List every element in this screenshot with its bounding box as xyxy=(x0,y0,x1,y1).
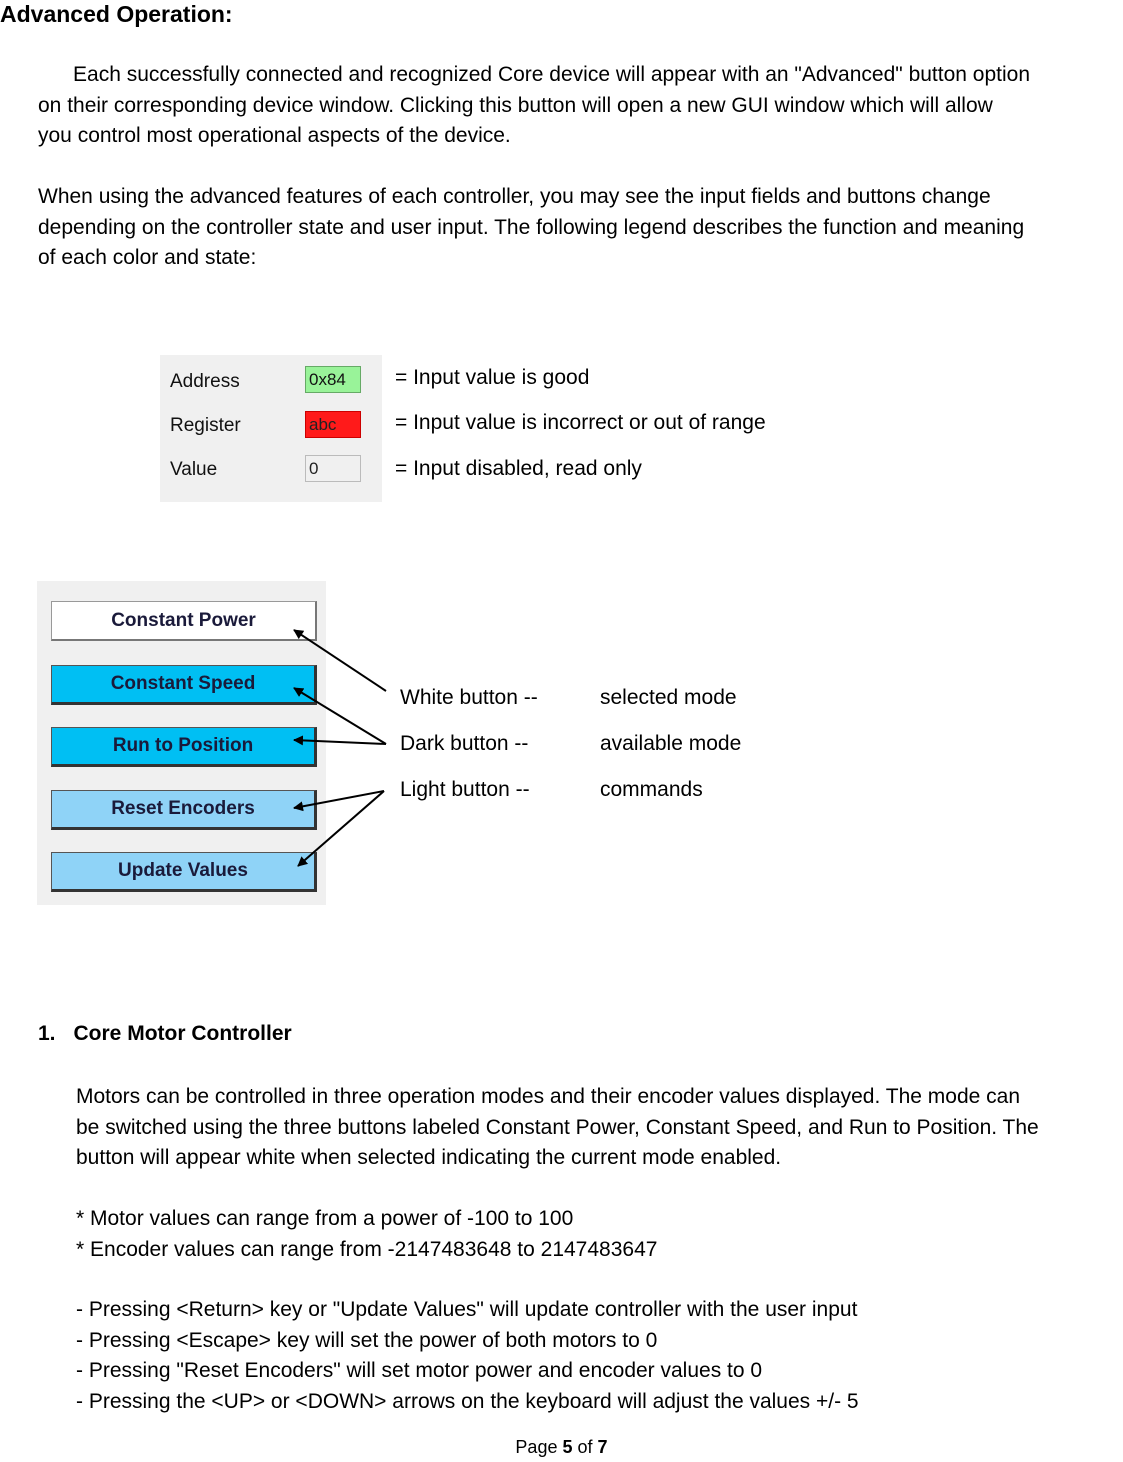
arrow-light-to-reset-encoders xyxy=(294,791,384,808)
white-button-label: White button -- xyxy=(400,686,538,709)
section-number: 1. xyxy=(38,1022,56,1045)
arrow-dark-to-constant-speed xyxy=(294,688,386,744)
intro-paragraph-1: Each successfully connected and recognized Core device will appear with an "Advanced" button option on their corresponding device window. Clicking this button will open a new GUI window which will allow you control most operational aspects of the device. xyxy=(38,63,1031,147)
footer-page-total: 7 xyxy=(597,1437,608,1457)
dark-button-meaning: available mode xyxy=(600,732,742,755)
white-button-meaning: selected mode xyxy=(600,686,737,709)
section-title: Core Motor Controller xyxy=(73,1022,292,1045)
value-input-readonly: 0 xyxy=(305,455,361,482)
arrow-light-to-update-values xyxy=(298,791,384,866)
legend-good-text: = Input value is good xyxy=(395,366,590,389)
footer-page-number: 5 xyxy=(562,1437,573,1457)
section-heading xyxy=(38,1022,292,1046)
page-footer xyxy=(0,1437,1123,1458)
legend-readonly-text: = Input disabled, read only xyxy=(395,457,642,480)
value-ranges: * Motor values can range from a power of -100 to 100 * Encoder values can range from -2147483648 to 2147483647 xyxy=(76,1207,658,1261)
update-values-button[interactable]: Update Values xyxy=(51,852,317,892)
dark-button-label: Dark button -- xyxy=(400,732,529,755)
key-instructions: - Pressing <Return> key or "Update Values" will update controller with the user input - Pressing <Escape> key will set the power of both motors to 0 - Pressing "Reset Encoders" will set motor power and encoder values to 0 - Pressing the <UP> or <DOWN> arrows on the keyboard will adjust the values +/- 5 xyxy=(76,1298,859,1413)
register-label: Register xyxy=(170,415,241,436)
section-paragraph: Motors can be controlled in three operation modes and their encoder values displayed. The mode can be switched using the three buttons labeled Constant Power, Constant Speed, and Run to Position. The button will appear white when selected indicating the current mode enabled. xyxy=(76,1085,1039,1169)
arrow-white-to-constant-power xyxy=(294,630,386,691)
register-input-error[interactable]: abc xyxy=(305,411,361,438)
reset-encoders-button[interactable]: Reset Encoders xyxy=(51,790,317,830)
run-to-position-button[interactable]: Run to Position xyxy=(51,727,317,767)
light-button-label: Light button -- xyxy=(400,778,530,801)
arrow-dark-to-run-to-position xyxy=(294,740,386,744)
light-button-meaning: commands xyxy=(600,778,703,801)
footer-page-word: Page xyxy=(515,1437,558,1457)
constant-power-button[interactable]: Constant Power xyxy=(51,601,317,641)
value-label: Value xyxy=(170,459,218,480)
legend-error-text: = Input value is incorrect or out of range xyxy=(395,411,766,434)
address-input-good[interactable]: 0x84 xyxy=(305,366,361,393)
intro-paragraph-2: When using the advanced features of each controller, you may see the input fields and buttons change depending on the controller state and user input. The following legend describes the function and meaning of each color and state: xyxy=(38,185,1025,269)
address-label: Address xyxy=(170,371,240,392)
footer-of-word: of xyxy=(577,1437,593,1457)
page-title: Advanced Operation: xyxy=(0,1,233,27)
constant-speed-button[interactable]: Constant Speed xyxy=(51,665,317,705)
